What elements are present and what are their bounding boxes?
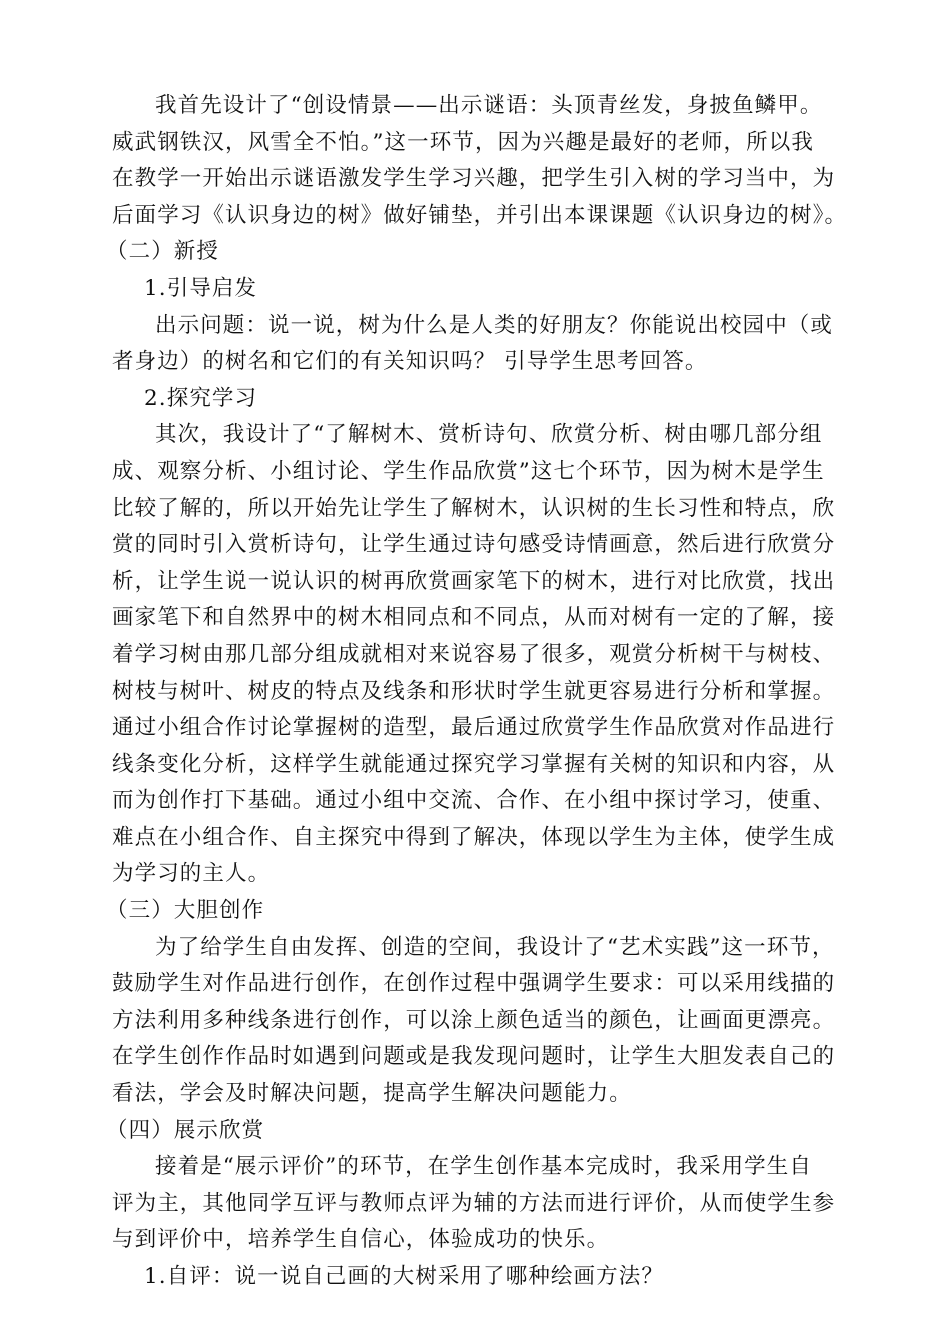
section4-heading: （四）展示欣赏 xyxy=(106,1117,265,1143)
sub2-line-7: 着学习树由那几部分组成就相对来说容易了很多，观赏分析树干与树枝、 xyxy=(112,641,836,667)
sub2-line-9: 通过小组合作讨论掌握树的造型，最后通过欣赏学生作品欣赏对作品进行 xyxy=(112,715,836,741)
sub2-line-10: 线条变化分析，这样学生就能通过探究学习掌握有关树的知识和内容，从 xyxy=(112,751,836,777)
section4-line-1: 接着是“展示评价”的环节，在学生创作基本完成时，我采用学生自 xyxy=(155,1154,812,1180)
sub2-line-4: 赏的同时引入赏析诗句，让学生通过诗句感受诗情画意，然后进行欣赏分 xyxy=(112,532,836,558)
intro-line-1: 我首先设计了“创设情景——出示谜语：头顶青丝发，身披鱼鳞甲。 xyxy=(155,93,823,118)
sub2-heading: 2.探究学习 xyxy=(144,385,258,411)
sub1-line-1: 出示问题：说一说，树为什么是人类的好朋友？你能说出校园中（或 xyxy=(155,312,834,338)
section3-line-5: 看法，学会及时解决问题，提高学生解决问题能力。 xyxy=(112,1081,632,1107)
section3-line-2: 鼓励学生对作品进行创作，在创作过程中强调学生要求：可以采用线描的 xyxy=(112,971,836,997)
intro-line-2: 威武钢铁汉，风雪全不怕。”这一环节，因为兴趣是最好的老师，所以我 xyxy=(112,129,814,155)
sub2-line-12: 难点在小组合作、自主探究中得到了解决，体现以学生为主体，使学生成 xyxy=(112,824,836,850)
sub1-heading: 1.引导启发 xyxy=(144,275,258,301)
section3-line-3: 方法利用多种线条进行创作，可以涂上颜色适当的颜色，让画面更漂亮。 xyxy=(112,1007,836,1033)
sub2-line-11: 而为创作打下基础。通过小组中交流、合作、在小组中探讨学习，使重、 xyxy=(112,788,836,814)
sub2-line-3: 比较了解的，所以开始先让学生了解树木，认识树的生长习性和特点，欣 xyxy=(112,495,836,521)
section3-line-1: 为了给学生自由发挥、创造的空间，我设计了“艺术实践”这一环节， xyxy=(155,934,835,960)
sub2-line-5: 析，让学生说一说认识的树再欣赏画家笔下的树木，进行对比欣赏，找出 xyxy=(112,568,836,594)
intro-line-4: 后面学习《认识身边的树》做好铺垫，并引出本课课题《认识身边的树》。 xyxy=(112,202,848,228)
sub2-line-1: 其次，我设计了“了解树木、赏析诗句、欣赏分析、树由哪几部分组 xyxy=(155,422,823,448)
section2-heading: （二）新授 xyxy=(106,239,220,265)
sub2-line-2: 成、观察分析、小组讨论、学生作品欣赏”这七个环节，因为树木是学生 xyxy=(112,458,825,484)
sub2-line-6: 画家笔下和自然界中的树木相同点和不同点，从而对树有一定的了解，接 xyxy=(112,605,836,631)
sub2-line-8: 树枝与树叶、树皮的特点及线条和形状时学生就更容易进行分析和掌握。 xyxy=(112,678,836,704)
intro-line-3: 在教学一开始出示谜语激发学生学习兴趣，把学生引入树的学习当中，为 xyxy=(112,166,836,192)
section3-line-4: 在学生创作作品时如遇到问题或是我发现问题时，让学生大胆发表自己的 xyxy=(112,1044,836,1070)
section4-line-3: 与到评价中，培养学生自信心，体验成功的快乐。 xyxy=(112,1227,610,1253)
sub2-line-13: 为学习的主人。 xyxy=(112,861,271,887)
section4-line-2: 评为主，其他同学互评与教师点评为辅的方法而进行评价，从而使学生参 xyxy=(112,1190,836,1216)
section3-heading: （三）大胆创作 xyxy=(106,898,265,924)
item1-line: 1.自评：说一说自己画的大树采用了哪种绘画方法？ xyxy=(144,1264,664,1289)
sub1-line-2: 者身边）的树名和它们的有关知识吗？ 引导学生思考回答。 xyxy=(112,349,708,375)
document-page xyxy=(106,88,848,1296)
